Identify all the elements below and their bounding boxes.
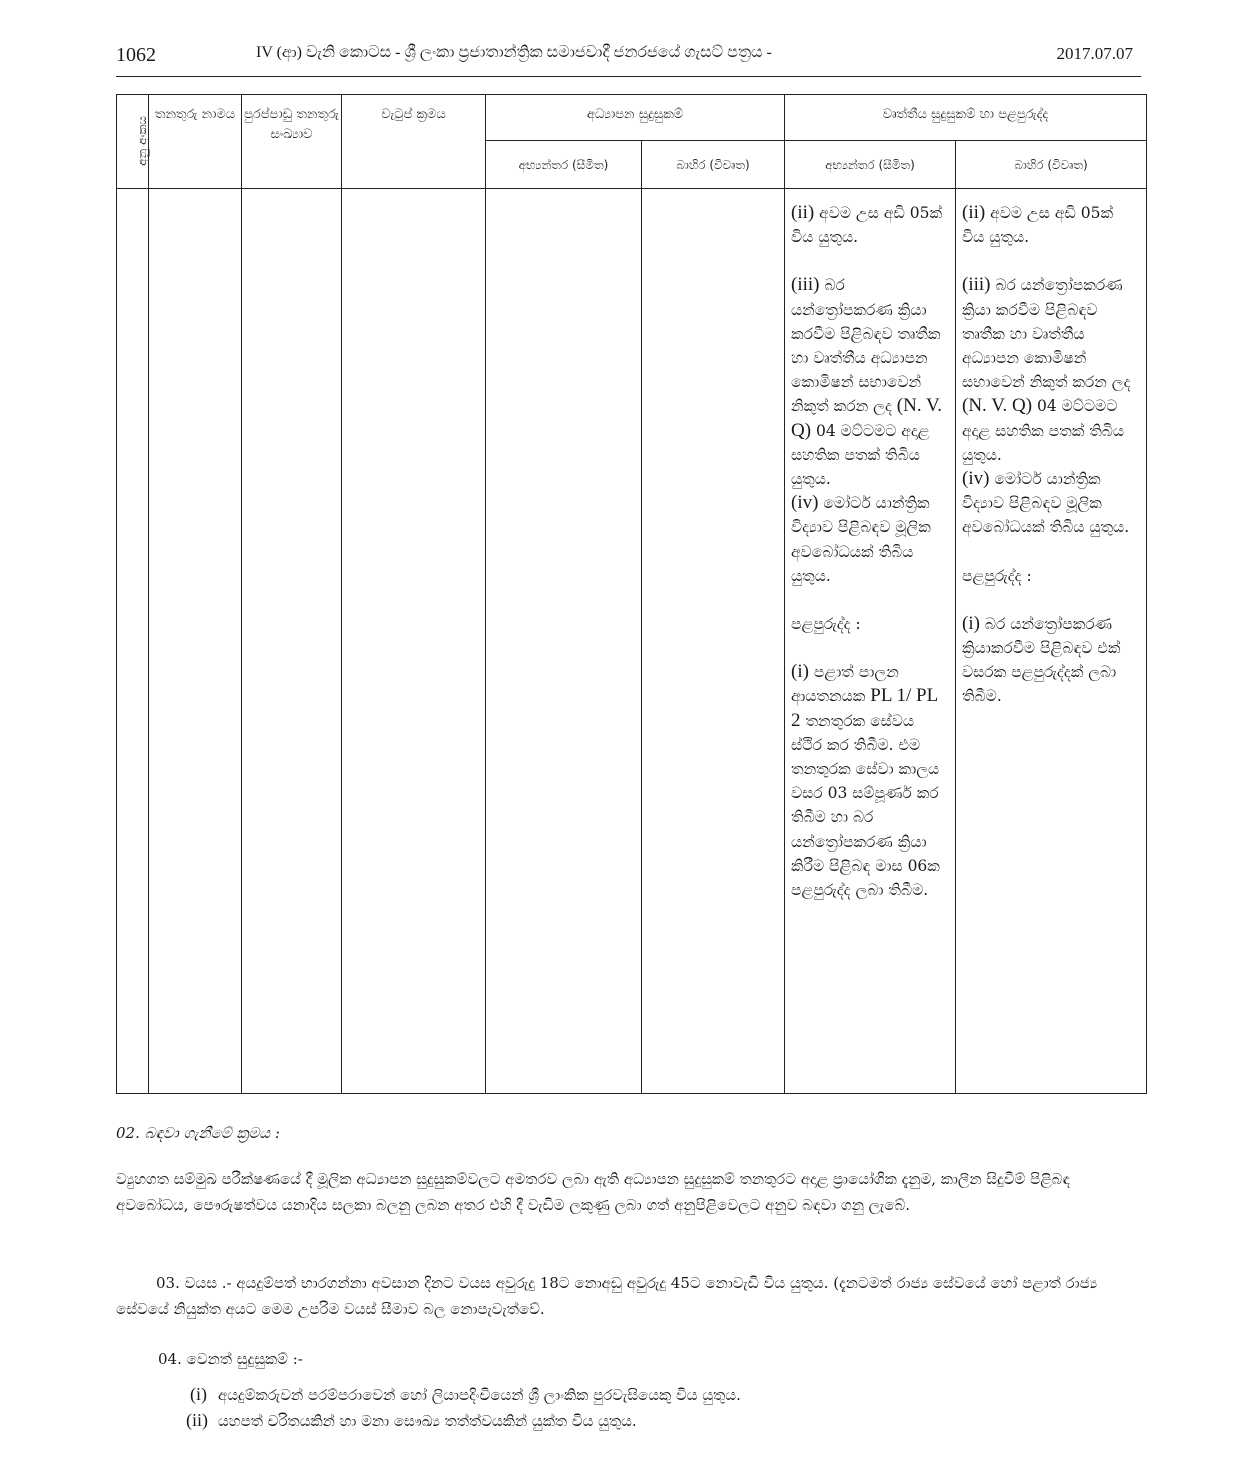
cell-edu-external <box>642 189 785 1094</box>
cell-salary <box>342 189 486 1094</box>
prof-internal-nvq: (iii) බර යන්ත්‍රෝපකරණ ක්‍රියා කරවීම පිළිබඳව තෘතීක හා වෘත්තීය අධ්‍යාපන කොමිෂන් සභාවෙන් නිකුත් කරන ලද (N. V. Q) 04 මට්ටමට අදාළ සහතික පතක් තිබිය යුතුය. <box>791 274 943 489</box>
header-edu-internal: අභ්‍යන්තර (සීමිත) <box>486 141 642 189</box>
prof-external-nvq: (iii) බර යන්ත්‍රෝපකරණ ක්‍රියා කරවීම පිළිබඳව තෘතීක හා වෘත්තීය අධ්‍යාපන කොමිෂන් සභාවෙන් නිකුත් කරන ලද (N. V. Q) 04 මට්ටමට අදාළ සහතික පතක් තිබිය යුතුය. <box>962 274 1131 464</box>
qualifications-table <box>116 94 1147 1094</box>
section-other-heading: 04. වෙනත් සුදුසුකම් :- <box>158 1350 303 1368</box>
cell-serial <box>117 189 149 1094</box>
cell-edu-internal <box>486 189 642 1094</box>
page-header <box>116 40 1141 77</box>
prof-internal-experience: (i) පළාත් පාලන ආයතනයක PL 1/ PL 2 තනතුරක සේවය ස්ථිර කර තිබීම. එම තනතුරක සේවා කාලය වසර 03 සම්පූර්ණ කර තිබීම හා බර යන්ත්‍රෝපකරණ ක්‍රියා කිරීම පිළිබඳ මාස 06ක පළපුරුද්ද ලබා තිබීම. <box>791 661 940 900</box>
header-edu-external: බාහිර (විවෘත) <box>642 141 785 189</box>
other-qualification-item: (i) අයදුම්කරුවන් පරම්පරාවෙන් හෝ ලියාපදිංචියෙන් ශ්‍රී ලාංකික පුරවැසියෙකු විය යුතුය. <box>190 1384 741 1404</box>
header-vacancies: පුරප්පාඩු තනතුරු සංඛ්‍යාව <box>242 95 342 189</box>
header-salary: වැටුප් ක්‍රමය <box>342 95 486 189</box>
prof-external-height: (ii) අවම උස අඩි 05ක් විය යුතුය. <box>962 202 1114 247</box>
prof-external-experience: (i) බර යන්ත්‍රෝපකරණ ක්‍රියාකරවීම පිළිබඳව එක් වසරක පළපුරුද්දක් ලබා තිබීම. <box>962 612 1121 706</box>
header-education: අධ්‍යාපන සුදුසුකම් <box>486 95 785 141</box>
prof-external-motor: (iv) මෝටර් යාන්ත්‍රික විද්‍යාව පිළිබඳව මූලික අවබෝධයක් තිබිය යුතුය. <box>962 468 1130 537</box>
prof-internal-height: (ii) අවම උස අඩි 05ක් විය යුතුය. <box>791 202 943 247</box>
page-number: 1062 <box>116 44 156 66</box>
header-post-name: තනතුරු නාමය <box>149 95 242 189</box>
prof-internal-motor: (iv) මෝටර් යාන්ත්‍රික විද්‍යාව පිළිබඳව මූලික අවබෝධයක් තිබිය යුතුය. <box>791 492 931 585</box>
section-age-body: 03. වයස .- අයදුම්පත් භාරගන්නා අවසාන දිනට වයස අවුරුදු 18ට නොඅඩු අවුරුදු 45ට නොවැඩි විය යුතුය. (දැනටමත් රාජ්‍ය සේවයේ හෝ පළාත් රාජ්‍ය සේවයේ නියුක්ත අයට මෙම උපරිම වයස් සීමාව බල නොපැවැත්වේ. <box>116 1274 1098 1318</box>
section-recruitment-heading: 02. බඳවා ගැනීමේ ක්‍රමය : <box>116 1124 280 1142</box>
gazette-date: 2017.07.07 <box>1056 44 1133 63</box>
header-serial: අනු අංකය <box>117 95 149 189</box>
other-qualification-item: (ii) යහපත් චරිතයකින් හා මනා සෞඛ්‍ය තත්ත්වයකින් යුක්ත විය යුතුය. <box>186 1410 637 1430</box>
header-professional: වෘත්තීය සුදුසුකම් හා පළපුරුද්ද <box>785 95 1147 141</box>
prof-internal-experience-heading: පළපුරුද්ද : <box>791 615 861 634</box>
section-recruitment-body: ව්‍යුහගත සම්මුඛ පරීක්ෂණයේ දී මූලික අධ්‍යාපන සුදුසුකම්වලට අමතරව ලබා ඇති අධ්‍යාපන සුදුසුකම් තනතුරට අදාළ ප්‍රායෝගික දැනුම, කාලීන සිදුවීම් පිළිබඳ අවබෝධය, පෞරුෂත්වය යනාදිය සලකා බලනු ලබන අතර එහි දී වැඩිම ලකුණු ලබා ගත් අනුපිළිවෙලට අනුව බඳවා ගනු ලැබේ. <box>116 1170 1071 1214</box>
prof-external-experience-heading: පළපුරුද්ද : <box>962 566 1032 585</box>
header-prof-external: බාහිර (විවෘත) <box>956 141 1147 189</box>
header-prof-internal: අභ්‍යන්තර (සීමිත) <box>785 141 956 189</box>
cell-prof-external <box>956 189 1147 1094</box>
cell-vacancies <box>242 189 342 1094</box>
cell-post-name <box>149 189 242 1094</box>
gazette-title: IV (ආ) වැනි කොටස - ශ්‍රී ලංකා ප්‍රජාතාන්ත්‍රික සමාජවාදී ජනරජයේ ගැසට් පත්‍රය - <box>256 44 772 61</box>
cell-prof-internal <box>785 189 956 1094</box>
